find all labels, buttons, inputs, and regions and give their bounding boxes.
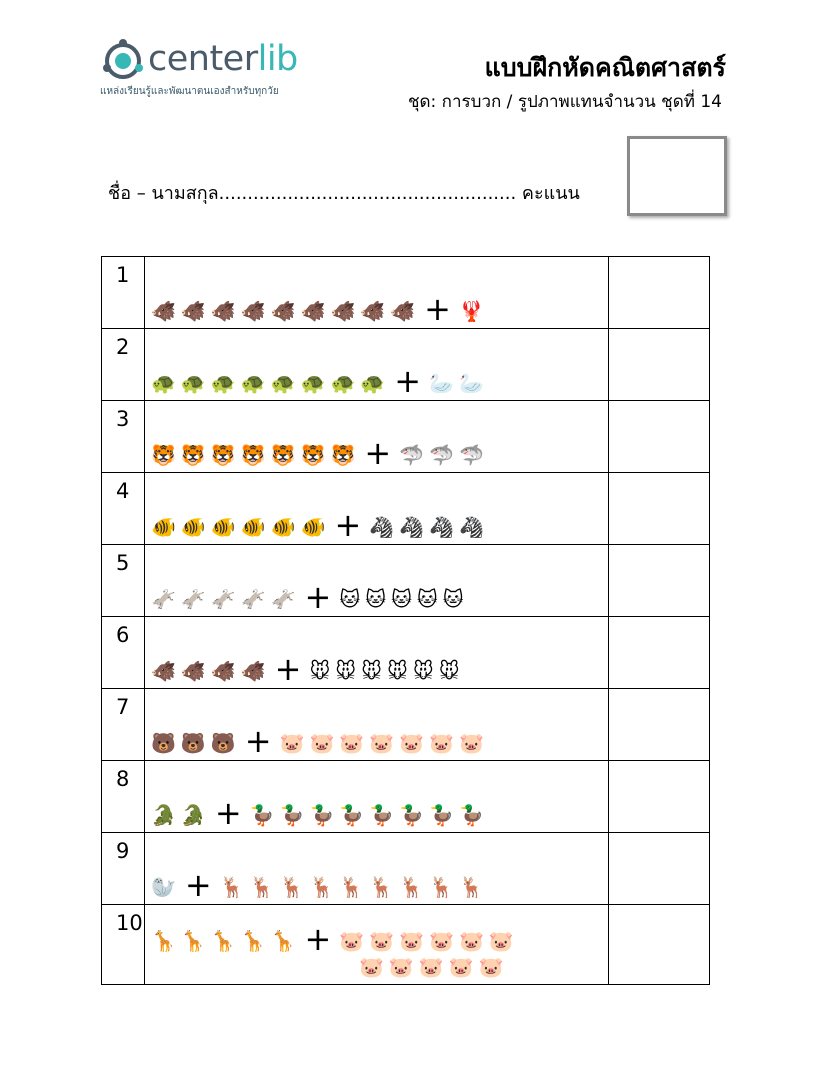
picture-group: [151, 506, 591, 544]
left-animal-icon: 🐗: [151, 659, 176, 683]
right-animal-icon: 🐱: [339, 587, 361, 611]
right-animal-icon: 🦓: [429, 515, 454, 539]
plus-sign: +: [334, 506, 362, 544]
right-animal-icon: 🦈: [399, 443, 425, 467]
left-animal-icon: 🐗: [240, 659, 266, 683]
right-animal-icon: 🐷: [448, 955, 474, 979]
answer-box[interactable]: [609, 545, 710, 617]
problem-row: [102, 329, 710, 401]
right-animal-icon: 🐷: [399, 929, 425, 953]
right-animal-icon: 🦢: [458, 371, 484, 395]
picture-group: [151, 920, 591, 980]
answer-box[interactable]: [609, 329, 710, 401]
right-animal-icon: 🦌: [309, 875, 335, 899]
left-animal-icon: 🐊: [180, 803, 206, 827]
answer-box[interactable]: [609, 761, 710, 833]
left-animal-icon: 🦒: [180, 929, 206, 953]
left-animal-icon: 🐗: [270, 299, 296, 323]
answer-box[interactable]: [609, 833, 710, 905]
worksheet-table: [101, 256, 710, 985]
answer-box[interactable]: [609, 257, 710, 329]
left-animal-icon: 🐢: [240, 371, 266, 395]
problem-pictures: [145, 545, 609, 617]
right-animal-icon: 🐭: [335, 659, 357, 683]
left-animal-icon: 🐗: [151, 299, 176, 323]
right-animal-icon: 🦌: [219, 875, 245, 899]
left-animal-icon: 🐠: [151, 515, 176, 539]
right-animal-icon: 🐷: [458, 731, 484, 755]
plus-sign: +: [244, 722, 272, 760]
picture-group: [151, 794, 591, 832]
problem-number: 2: [102, 329, 145, 401]
left-animal-icon: 🐯: [210, 443, 236, 467]
right-animal-icon: 🐷: [478, 955, 504, 979]
problem-pictures: [145, 473, 609, 545]
answer-box[interactable]: [609, 617, 710, 689]
right-animal-icon: 🦓: [369, 515, 395, 539]
plus-sign: +: [274, 650, 302, 688]
right-animal-icon: 🐷: [488, 929, 514, 953]
problem-number: 6: [102, 617, 145, 689]
right-animal-icon: 🦓: [399, 515, 425, 539]
left-animal-icon: 🐗: [240, 299, 266, 323]
network-logo-icon: [100, 38, 146, 84]
left-animal-icon: 🐠: [210, 515, 236, 539]
picture-group: [151, 578, 591, 616]
right-animal-icon: 🦌: [399, 875, 425, 899]
problem-number: 7: [102, 689, 145, 761]
left-animal-icon: 🐠: [180, 515, 206, 539]
left-animal-icon: 🐻: [180, 731, 206, 755]
left-animal-icon: 🐯: [330, 443, 356, 467]
right-animal-icon: 🐷: [429, 731, 454, 755]
right-animal-icon: 🐭: [387, 659, 408, 683]
problem-pictures: [145, 689, 609, 761]
problem-row: [102, 689, 710, 761]
right-animal-icon: 🐱: [391, 587, 412, 611]
problem-number: 3: [102, 401, 145, 473]
problem-number: 10: [102, 905, 145, 985]
left-animal-icon: 🐢: [330, 371, 356, 395]
right-animal-icon: 🐷: [429, 929, 454, 953]
left-animal-icon: 🐗: [300, 299, 326, 323]
right-animal-icon: 🦌: [429, 875, 454, 899]
left-animal-icon: 🫏: [180, 587, 206, 611]
left-animal-icon: 🐢: [300, 371, 326, 395]
plus-sign: +: [424, 290, 451, 328]
right-animal-icon: 🦈: [458, 443, 484, 467]
logo-tagline: แหล่งเรียนรู้และพัฒนาตนเองสำหรับทุกวัย: [100, 86, 279, 97]
problem-row: [102, 905, 710, 985]
problem-row: [102, 761, 710, 833]
right-animal-icon: 🦆: [309, 803, 335, 827]
problem-number: 4: [102, 473, 145, 545]
problem-row: [102, 473, 710, 545]
left-animal-icon: 🐯: [240, 443, 266, 467]
problem-pictures: [145, 257, 609, 329]
right-animal-icon: 🐭: [309, 659, 331, 683]
right-animal-icon: 🐷: [388, 955, 414, 979]
right-animal-icon: 🐷: [458, 929, 484, 953]
right-animal-icon: 🐷: [369, 731, 395, 755]
picture-group: [151, 866, 591, 904]
right-animal-icon: 🐱: [416, 587, 438, 611]
plus-sign: +: [304, 578, 332, 616]
picture-group: [151, 650, 591, 688]
left-animal-icon: 🐗: [360, 299, 386, 323]
left-animal-icon: 🐠: [300, 515, 326, 539]
right-animal-icon: 🦞: [458, 299, 484, 323]
problem-row: [102, 401, 710, 473]
right-animal-icon: 🦌: [339, 875, 365, 899]
right-animal-icon: 🦆: [279, 803, 305, 827]
left-animal-icon: 🐠: [240, 515, 266, 539]
left-animal-icon: 🐗: [390, 299, 416, 323]
problem-pictures: [145, 617, 609, 689]
right-animal-icon: 🦈: [429, 443, 454, 467]
problem-pictures: [145, 329, 609, 401]
picture-group: [151, 290, 591, 328]
picture-group: [151, 434, 591, 472]
left-animal-icon: 🐢: [180, 371, 206, 395]
answer-box[interactable]: [609, 473, 710, 545]
left-animal-icon: 🐯: [300, 443, 326, 467]
right-animal-icon: 🐭: [438, 659, 460, 683]
right-animal-icon: 🦆: [339, 803, 365, 827]
left-animal-icon: 🫏: [240, 587, 266, 611]
left-animal-icon: 🐻: [151, 731, 176, 755]
problem-pictures: [145, 761, 609, 833]
right-animal-icon: 🦌: [249, 875, 275, 899]
right-animal-icon: 🐷: [339, 731, 365, 755]
left-animal-icon: 🫏: [210, 587, 236, 611]
right-animal-icon: 🦓: [458, 515, 484, 539]
problem-row: [102, 833, 710, 905]
left-animal-icon: 🦒: [240, 929, 266, 953]
left-animal-icon: 🐯: [270, 443, 296, 467]
right-animal-icon: 🐷: [418, 955, 444, 979]
right-animal-icon: 🦆: [369, 803, 395, 827]
right-animal-icon: 🦆: [399, 803, 425, 827]
page-title: แบบฝึกหัดคณิตศาสตร์: [484, 53, 726, 82]
problem-row: [102, 257, 710, 329]
page-subtitle: ชุด: การบวก / รูปภาพแทนจำนวน ชุดที่ 14: [407, 92, 722, 112]
left-animal-icon: 🦒: [270, 929, 296, 953]
left-animal-icon: 🐢: [360, 371, 386, 395]
left-animal-icon: 🐢: [151, 371, 176, 395]
score-box[interactable]: [627, 136, 727, 216]
centerlib-logo: [100, 36, 330, 96]
right-animal-icon: 🦆: [249, 803, 275, 827]
left-animal-icon: 🦒: [151, 929, 176, 953]
right-animal-icon: 🦆: [458, 803, 484, 827]
left-animal-icon: 🐗: [180, 299, 206, 323]
right-animal-icon: 🐷: [399, 731, 425, 755]
plus-sign: +: [394, 362, 422, 400]
right-animal-icon: 🐷: [339, 929, 365, 953]
right-animal-icon: 🦌: [458, 875, 484, 899]
left-animal-icon: 🦒: [210, 929, 236, 953]
left-animal-icon: 🫏: [270, 587, 296, 611]
problem-number: 1: [102, 257, 145, 329]
answer-box[interactable]: [609, 401, 710, 473]
right-animal-icon: 🦢: [429, 371, 454, 395]
right-animal-icon: 🦌: [279, 875, 305, 899]
left-animal-icon: 🐢: [210, 371, 236, 395]
answer-box[interactable]: [609, 905, 710, 985]
right-animal-icon: 🦆: [429, 803, 454, 827]
answer-box[interactable]: [609, 689, 710, 761]
plus-sign: +: [214, 794, 242, 832]
left-animal-icon: 🐗: [210, 299, 236, 323]
right-animal-icon: 🐱: [442, 587, 464, 611]
left-animal-icon: 🐯: [151, 443, 176, 467]
problem-pictures: [145, 401, 609, 473]
plus-sign: +: [184, 866, 212, 904]
right-animal-icon: 🐷: [359, 955, 384, 979]
left-animal-icon: 🐗: [210, 659, 236, 683]
left-animal-icon: 🦭: [151, 875, 176, 899]
problem-number: 9: [102, 833, 145, 905]
left-animal-icon: 🐊: [151, 803, 176, 827]
problem-number: 5: [102, 545, 145, 617]
left-animal-icon: 🫏: [151, 587, 176, 611]
right-animal-icon: 🐷: [279, 731, 305, 755]
left-animal-icon: 🐻: [210, 731, 236, 755]
plus-sign: +: [304, 920, 332, 958]
problem-row: [102, 545, 710, 617]
right-animal-icon: 🐷: [369, 929, 395, 953]
right-animal-icon: 🐱: [365, 587, 387, 611]
left-animal-icon: 🐗: [180, 659, 206, 683]
problem-number: 8: [102, 761, 145, 833]
left-animal-icon: 🐢: [270, 371, 296, 395]
left-animal-icon: 🐠: [270, 515, 296, 539]
right-animal-icon: 🐭: [361, 659, 383, 683]
right-animal-icon: 🦌: [369, 875, 395, 899]
problem-pictures: [145, 833, 609, 905]
right-animal-icon: 🐷: [309, 731, 335, 755]
left-animal-icon: 🐯: [180, 443, 206, 467]
logo-wordmark: centerlib: [148, 39, 298, 79]
problem-pictures: [145, 905, 609, 985]
problem-row: [102, 617, 710, 689]
picture-group: [151, 722, 591, 760]
right-animal-icon: 🐭: [412, 659, 434, 683]
plus-sign: +: [364, 434, 392, 472]
picture-group: [151, 362, 591, 400]
name-score-line: ชื่อ – นามสกุล.................................................... คะแนน: [108, 183, 580, 204]
left-animal-icon: 🐗: [330, 299, 356, 323]
